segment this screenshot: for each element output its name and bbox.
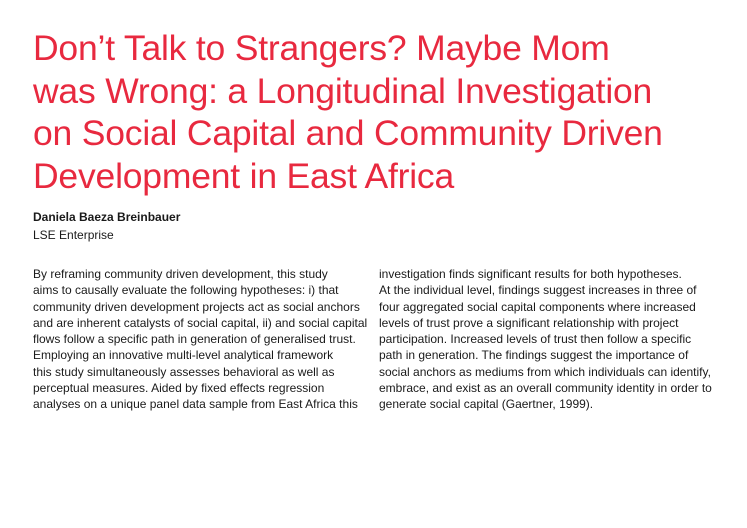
- abstract-line: and are inherent catalysts of social capital, ii) and social capital: [33, 315, 368, 330]
- abstract-line: By reframing community driven development, this study: [33, 267, 328, 281]
- title-line: Development in East Africa: [33, 155, 455, 196]
- abstract-line: flows follow a specific path in generation of generalised trust.: [33, 332, 356, 347]
- abstract-line: four aggregated social capital components where increased: [379, 299, 696, 314]
- abstract-line: social anchors as mediums from which individuals can identify,: [379, 364, 711, 379]
- author-affiliation: LSE Enterprise: [33, 228, 114, 242]
- abstract-line: this study simultaneously assesses behavioral as well as: [33, 364, 335, 379]
- abstract-line: At the individual level, findings suggest increases in three of: [379, 283, 697, 298]
- abstract-line: aims to causally evaluate the following hypotheses: i) that: [33, 283, 339, 298]
- title-line: was Wrong: a Longitudinal Investigation: [33, 70, 653, 111]
- abstract-column-right: [379, 266, 724, 413]
- abstract-line: perceptual measures. Aided by fixed effects regression: [33, 381, 325, 396]
- author-name: Daniela Baeza Breinbauer: [33, 210, 181, 224]
- abstract-line: embrace, and exist as an overall community identity in order to: [379, 381, 712, 396]
- title-line: on Social Capital and Community Driven: [33, 113, 663, 153]
- abstract-line: generate social capital (Gaertner, 1999).: [379, 397, 594, 412]
- abstract-line: Employing an innovative multi-level analytical framework: [33, 348, 334, 363]
- abstract-column-left: [33, 266, 373, 413]
- abstract-line: analyses on a unique panel data sample from East Africa this: [33, 397, 358, 412]
- abstract-line: path in generation. The findings suggest the importance of: [379, 348, 689, 363]
- paper-title: [33, 27, 733, 197]
- abstract-line: investigation finds significant results for both hypotheses.: [379, 267, 682, 281]
- title-line: Don’t Talk to Strangers? Maybe Mom: [33, 28, 610, 68]
- abstract-line: participation. Increased levels of trust then follow a specific: [379, 332, 692, 347]
- abstract-line: community driven development projects act as social anchors: [33, 299, 360, 314]
- abstract-line: levels of trust prove a significant relationship with project: [379, 315, 679, 330]
